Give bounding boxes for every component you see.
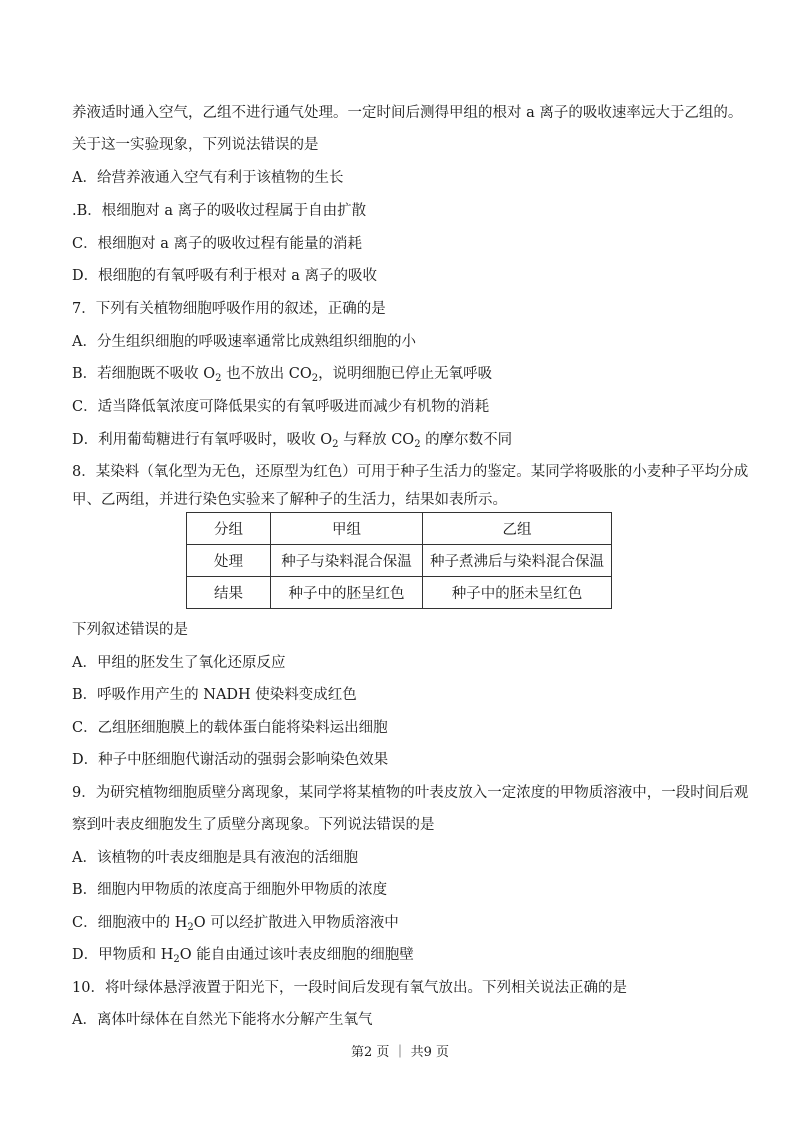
table-row	[187, 577, 612, 609]
table-cell: 处理	[187, 545, 271, 577]
option-b: B．若细胞既不吸收 $O_2$ 也不放出 $CO_2$，说明细胞已停止无氧呼吸	[72, 366, 493, 384]
table-cell: 种子煮沸后与染料混合保温	[423, 545, 612, 577]
option-a: A．该植物的叶表皮细胞是具有液泡的活细胞	[72, 850, 358, 866]
option-a: A．甲组的胚发生了氧化还原反应	[72, 655, 286, 671]
table-row	[187, 545, 612, 577]
table-cell: 种子与染料混合保温	[271, 545, 423, 577]
option-a: A．离体叶绿体在自然光下能将水分解产生氧气	[72, 1012, 373, 1028]
option-b: .B．根细胞对 a 离子的吸收过程属于自由扩散	[72, 203, 367, 219]
question-8: 8．某染料（氧化型为无色，还原型为红色）可用于种子生活力的鉴定。某同学将吸胀的小麦种子平均分成	[72, 464, 749, 480]
result-table	[186, 512, 612, 609]
table-header-row	[187, 513, 612, 545]
option-c: C．适当降低氧浓度可降低果实的有氧呼吸进而减少有机物的消耗	[72, 399, 490, 415]
option-c: C．根细胞对 a 离子的吸收过程有能量的消耗	[72, 236, 362, 252]
table-cell: 种子中的胚未呈红色	[423, 577, 612, 609]
question-8-continued: 甲、乙两组，并进行染色实验来了解种子的生活力，结果如表所示。	[72, 492, 507, 508]
option-c: C．细胞液中的 $H_2O$ 可以经扩散进入甲物质溶液中	[72, 915, 399, 933]
table-header-cell: 甲组	[271, 513, 423, 545]
table-header-cell: 分组	[187, 513, 271, 545]
table-header-cell: 乙组	[423, 513, 612, 545]
option-d: D．甲物质和 $H_2O$ 能自由通过该叶表皮细胞的细胞壁	[72, 947, 414, 965]
table-cell: 种子中的胚呈红色	[271, 577, 423, 609]
option-d: D．利用葡萄糖进行有氧呼吸时，吸收 $O_2$ 与释放 $CO_2$ 的摩尔数不同	[72, 432, 513, 450]
option-c: C．乙组胚细胞膜上的载体蛋白能将染料运出细胞	[72, 720, 388, 736]
table-cell: 结果	[187, 577, 271, 609]
option-d: D．种子中胚细胞代谢活动的强弱会影响染色效果	[72, 752, 389, 768]
option-b: B．细胞内甲物质的浓度高于细胞外甲物质的浓度	[72, 882, 388, 898]
option-b: B．呼吸作用产生的 NADH 使染料变成红色	[72, 687, 357, 703]
question-stem: 关于这一实验现象，下列说法错误的是	[72, 137, 319, 153]
option-a: A．给营养液通入空气有利于该植物的生长	[72, 170, 344, 186]
page-footer: 第2 页 ｜ 共9 页	[350, 1045, 450, 1060]
question-7: 7．下列有关植物细胞呼吸作用的叙述，正确的是	[72, 301, 386, 317]
question-9: 9．为研究植物细胞质壁分离现象，某同学将某植物的叶表皮放入一定浓度的甲物质溶液中，一段时间后观	[72, 785, 749, 801]
question-10: 10．将叶绿体悬浮液置于阳光下，一段时间后发现有氧气放出。下列相关说法正确的是	[72, 980, 627, 996]
question-stem: 下列叙述错误的是	[72, 622, 188, 638]
option-d: D．根细胞的有氧呼吸有利于根对 a 离子的吸收	[72, 268, 377, 284]
text-line: 养液适时通入空气，乙组不进行通气处理。一定时间后测得甲组的根对 a 离子的吸收速率远大于乙组的。	[72, 105, 743, 121]
question-9-continued: 察到叶表皮细胞发生了质壁分离现象。下列说法错误的是	[72, 817, 435, 833]
option-a: A．分生组织细胞的呼吸速率通常比成熟组织细胞的小	[72, 334, 416, 350]
